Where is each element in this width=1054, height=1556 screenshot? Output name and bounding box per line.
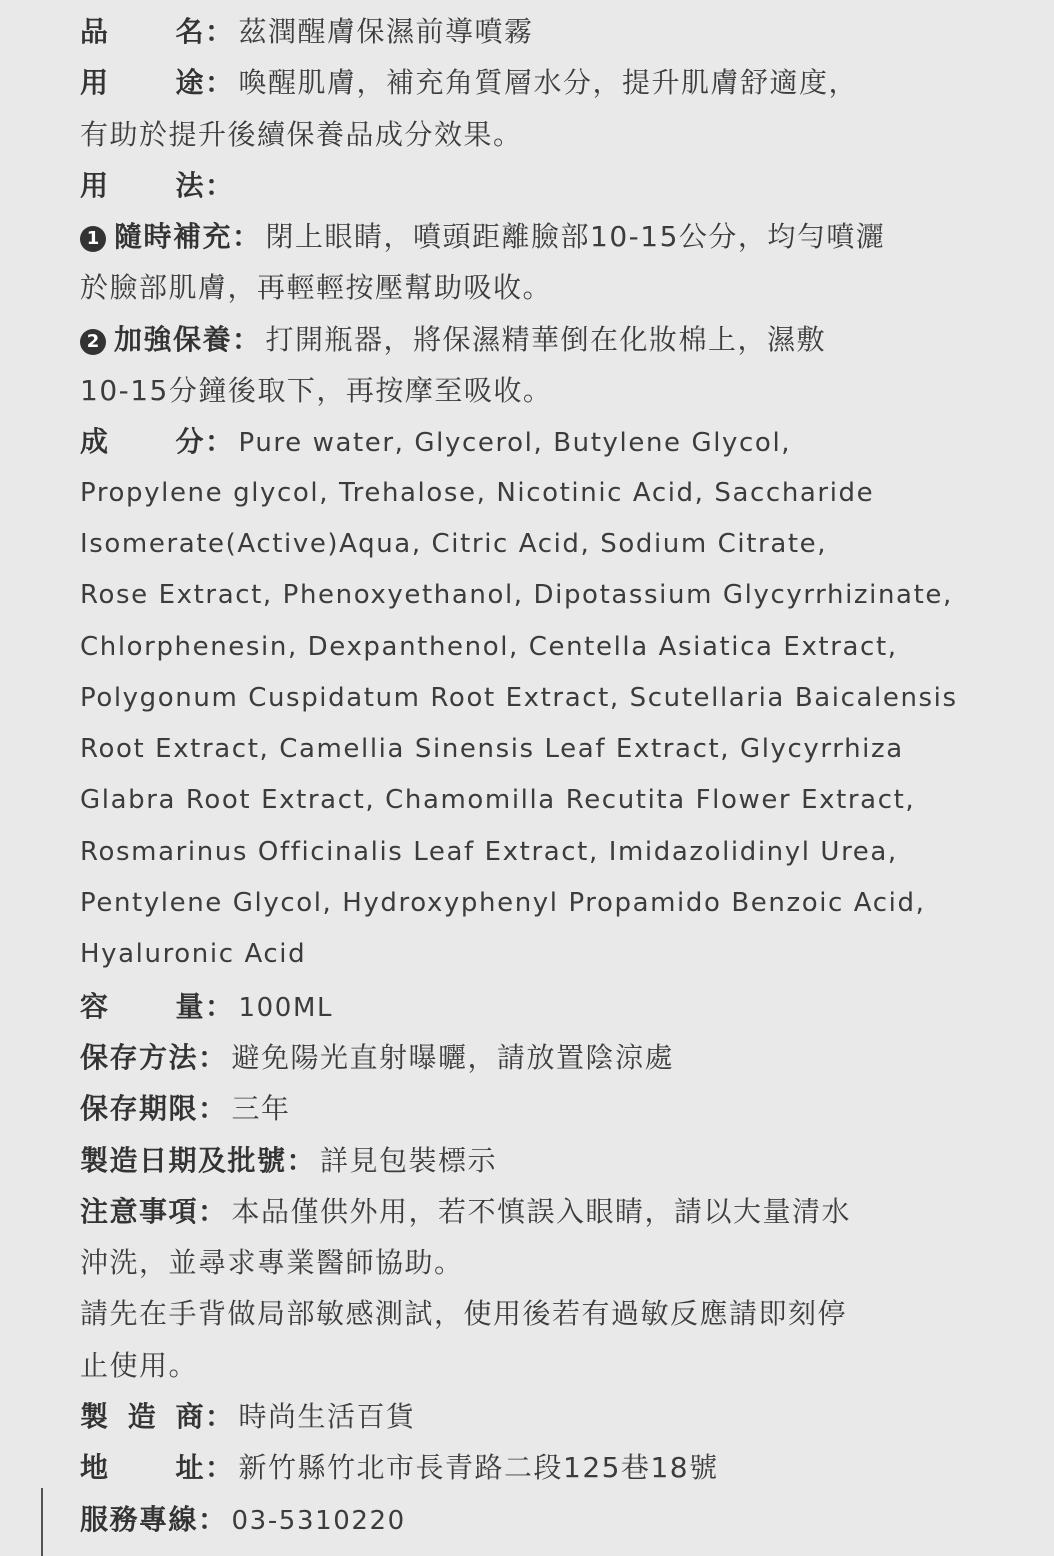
ingredients-line: Rose Extract, Phenoxyethanol, Dipotassium Glycyrrhizinate,: [80, 580, 953, 611]
address-value: 新竹縣竹北市長青路二段125巷18號: [238, 1451, 719, 1485]
caution-line-2: 沖洗，並尋求專業醫師協助。: [80, 1246, 464, 1280]
step-1-number-icon: 1: [80, 226, 106, 252]
ingredients-line: Polygonum Cuspidatum Root Extract, Scutellaria Baicalensis: [80, 682, 958, 713]
ingredients-label: 成 分: [80, 425, 205, 459]
colon: ：: [205, 425, 235, 459]
step-2-line-1: 打開瓶器，將保濕精華倒在化妝棉上，濕敷: [265, 322, 827, 356]
usage-line-1: 喚醒肌膚，補充角質層水分，提升肌膚舒適度，: [238, 66, 859, 100]
product-name-value: 茲潤醒膚保濕前導噴霧: [238, 15, 534, 48]
ingredients-line: Pentylene Glycol, Hydroxyphenyl Propamido Benzoic Acid,: [80, 888, 926, 919]
colon: ：: [205, 1400, 235, 1434]
colon: ：: [232, 220, 262, 254]
address-row: [80, 1442, 980, 1493]
step-1-line-2: 於臉部肌膚，再輕輕按壓幫助吸收。: [80, 271, 553, 305]
storage-value: 避免陽光直射曝曬，請放置陰涼處: [231, 1040, 675, 1074]
colon: ：: [198, 1040, 228, 1074]
colon: ：: [198, 1194, 228, 1228]
step-2-title: 加強保養: [114, 322, 233, 356]
manufacturer-label: 製 造 商: [80, 1400, 205, 1434]
ingredients-line: Root Extract, Camellia Sinensis Leaf Extract, Glycyrrhiza: [80, 734, 904, 765]
colon: ：: [198, 1092, 228, 1126]
manufacturer-value: 時尚生活百貨: [238, 1400, 416, 1434]
address-label: 地 址: [80, 1451, 205, 1485]
colon: ：: [286, 1143, 317, 1177]
usage-line-2: 有助於提升後續保養品成分效果。: [80, 117, 523, 151]
method-row: [80, 160, 980, 211]
method-step-1: [80, 211, 980, 262]
colon: ：: [205, 1451, 235, 1485]
method-label: 用 法: [80, 168, 205, 202]
caution-row: [80, 1186, 980, 1237]
colon: ：: [205, 168, 235, 202]
ingredients-line: Isomerate(Active)Aqua, Citric Acid, Sodium Citrate,: [80, 528, 828, 559]
ingredients-line: Propylene glycol, Trehalose, Nicotinic Acid, Saccharide: [80, 477, 875, 508]
colon: ：: [232, 322, 262, 356]
step-1-line-1: 閉上眼睛，噴頭距離臉部10-15公分，均勻噴灑: [265, 220, 886, 254]
manufacture-date-value: 詳見包裝標示: [320, 1143, 498, 1177]
volume-value: 100ML: [238, 992, 334, 1023]
method-step-2-continuation: [80, 365, 980, 416]
shelf-life-value: 三年: [231, 1092, 291, 1126]
product-label-text: [80, 6, 980, 1545]
ingredients-line: Rosmarinus Officinalis Leaf Extract, Imidazolidinyl Urea,: [80, 836, 898, 867]
ingredients-row: [80, 416, 980, 467]
service-row: [80, 1494, 980, 1545]
service-label: 服務專線: [80, 1502, 199, 1536]
shelf-life-row: [80, 1083, 980, 1134]
volume-row: [80, 981, 980, 1032]
step-2-line-2: 10-15分鐘後取下，再按摩至吸收。: [80, 374, 553, 408]
caution-line-3: 請先在手背做局部敏感測試，使用後若有過敏反應請即刻停: [80, 1297, 848, 1331]
usage-label: 用 途: [80, 66, 205, 100]
volume-label: 容 量: [80, 989, 205, 1023]
product-name-row: [80, 6, 980, 57]
usage-continuation: [80, 109, 980, 160]
colon: ：: [198, 1502, 228, 1536]
colon: ：: [205, 989, 235, 1023]
caution-line-4: 止使用。: [80, 1348, 199, 1382]
left-divider-line: [41, 1488, 43, 1556]
method-step-2: [80, 314, 980, 365]
usage-row: [80, 57, 980, 108]
storage-row: [80, 1032, 980, 1083]
caution-label: 注意事項: [80, 1194, 199, 1228]
storage-label: 保存方法: [80, 1040, 199, 1074]
ingredients-line: Glabra Root Extract, Chamomilla Recutita Flower Extract,: [80, 785, 916, 816]
product-name-label: 品 名: [80, 15, 205, 48]
ingredients-line: Chlorphenesin, Dexpanthenol, Centella Asiatica Extract,: [80, 631, 898, 662]
colon: ：: [205, 15, 235, 48]
colon: ：: [205, 66, 235, 100]
method-step-1-continuation: [80, 262, 980, 313]
manufacturer-row: [80, 1391, 980, 1442]
ingredients-line: Pure water, Glycerol, Butylene Glycol,: [238, 428, 792, 459]
caution-line-1: 本品僅供外用，若不慎誤入眼睛，請以大量清水: [231, 1194, 852, 1228]
manufacture-date-row: [80, 1135, 980, 1186]
step-1-title: 隨時補充: [114, 220, 233, 254]
ingredients-line: Hyaluronic Acid: [80, 939, 307, 970]
shelf-life-label: 保存期限: [80, 1092, 199, 1126]
step-2-number-icon: 2: [80, 329, 106, 355]
service-phone-value: 03-5310220: [231, 1505, 406, 1536]
manufacture-date-label: 製造日期及批號: [80, 1143, 287, 1177]
